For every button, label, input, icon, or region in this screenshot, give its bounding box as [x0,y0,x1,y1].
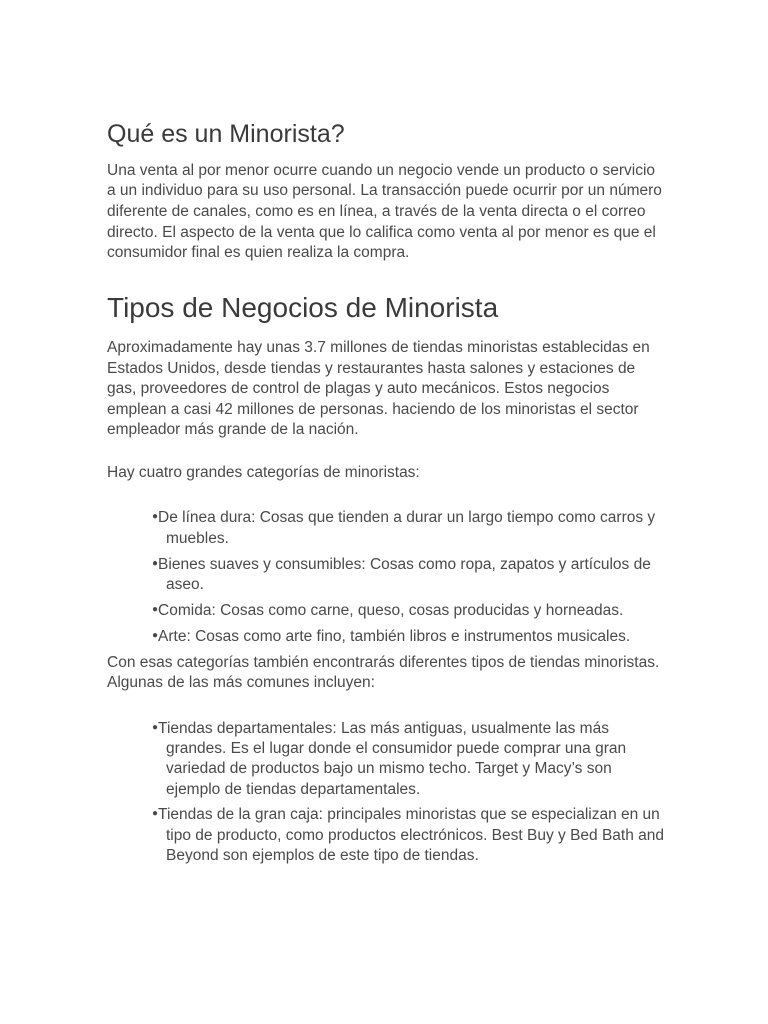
section-paragraph-store-types-intro: Con esas categorías también encontrarás diferentes tipos de tiendas minoristas. Algunas de las más comunes incluyen: [107,653,660,692]
list-item [107,719,667,800]
categories-list [107,508,667,647]
bullet-icon: ● [152,808,159,820]
bullet-icon: ● [152,721,159,733]
section-paragraph-stats: Aproximadamente hay unas 3.7 millones de tiendas minoristas establecidas en Estados Unidos, desde tiendas y restaurantes hasta salones y estaciones de gas, proveedores de control de plagas y auto mecánicos. Estos negocios emplean a casi 42 millones de personas. haciendo de los minoristas el sector empleador más grande de la nación. [107,338,650,439]
list-item-text: Tiendas de la gran caja: principales minoristas que se especializan en un tipo de producto, como productos electrónicos. Best Buy y Bed Bath and Beyond son ejemplos de este tipo de tiendas. [158,806,665,864]
list-item [107,805,667,866]
section-paragraph-definition: Una venta al por menor ocurre cuando un negocio vende un producto o servicio a un individuo para su uso personal. La transacción puede ocurrir por un número diferente de canales, como es en línea, a través de la venta directa o el correo directo. El aspecto de la venta que lo califica como venta al por menor es que el consumidor final es quien realiza la compra. [107,161,662,262]
list-item [107,601,667,621]
bullet-icon: ● [152,603,159,615]
bullet-icon: ● [152,629,159,641]
list-item-text: Tiendas departamentales: Las más antiguas, usualmente las más grandes. Es el lugar donde el consumidor puede comprar una gran variedad de productos bajo un mismo techo. Target y Macy’s son ejemplo de tiendas departamentales. [158,719,627,798]
bullet-icon: ● [152,511,159,523]
list-item-text: Bienes suaves y consumibles: Cosas como ropa, zapatos y artículos de aseo. [158,555,651,593]
section-title-que-es: Qué es un Minorista? [107,120,345,148]
list-item [107,555,667,596]
store-types-list [107,719,667,866]
list-item [107,627,667,647]
section-paragraph-categories-intro: Hay cuatro grandes categorías de minoristas: [107,463,420,481]
list-item-text: Arte: Cosas como arte fino, también libros e instrumentos musicales. [158,627,631,645]
list-item-text: De línea dura: Cosas que tienden a durar un largo tiempo como carros y muebles. [158,509,656,547]
bullet-icon: ● [152,557,159,569]
document-page [107,120,667,872]
section-title-tipos: Tipos de Negocios de Minorista [107,291,499,323]
list-item-text: Comida: Cosas como carne, queso, cosas producidas y horneadas. [158,601,624,619]
list-item [107,508,667,549]
